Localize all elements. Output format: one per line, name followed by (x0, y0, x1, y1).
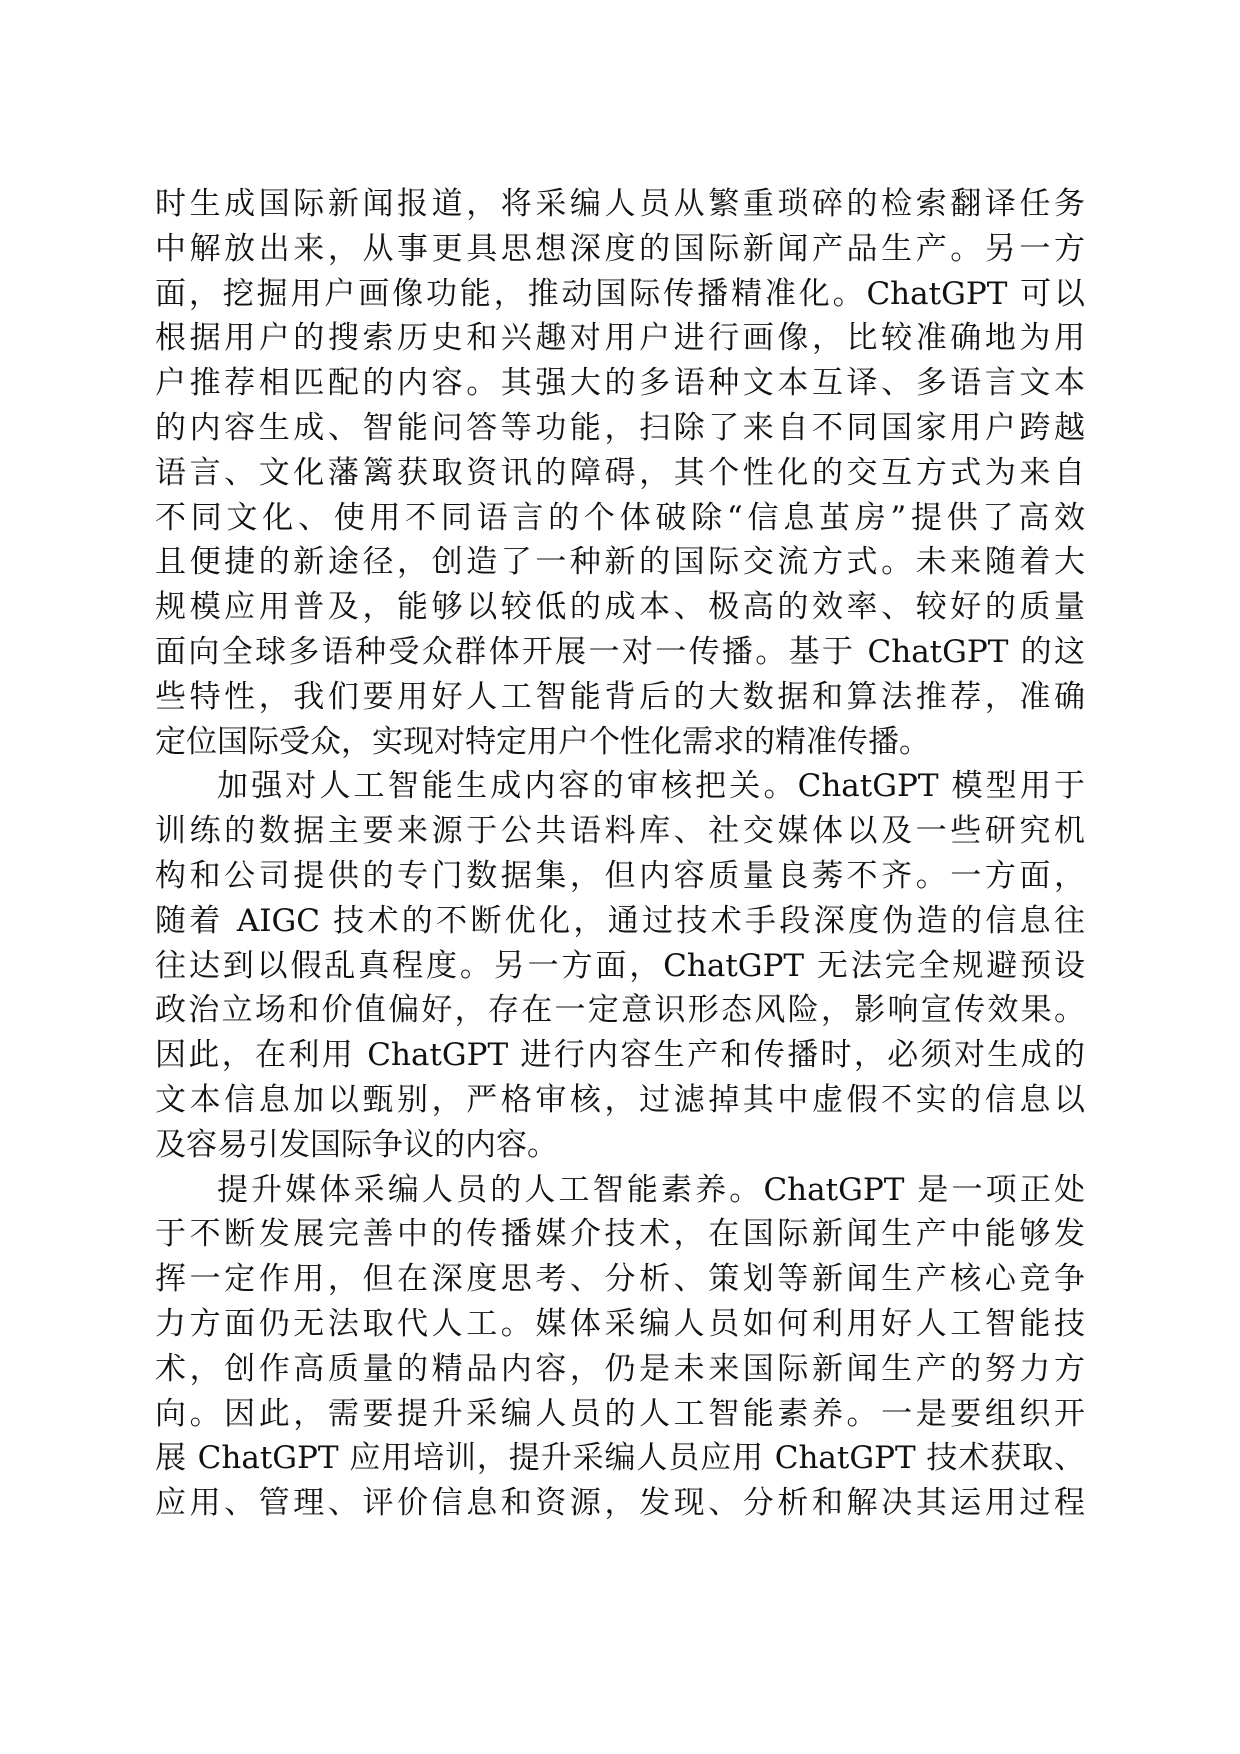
paragraph-literacy (155, 1168, 1085, 1526)
text-line: 术，创作高质量的精品内容，仍是未来国际新闻生产的努力方 (155, 1350, 1085, 1387)
text-line: 时生成国际新闻报道，将采编人员从繁重琐碎的检索翻译任务 (155, 186, 1085, 222)
paragraph-review (155, 764, 1085, 1167)
text-line: 语言、文化藩篱获取资讯的障碍，其个性化的交互方式为来自 (155, 454, 1085, 491)
text-line: 构和公司提供的专门数据集，但内容质量良莠不齐。一方面， (155, 857, 1085, 894)
text-line: 定位国际受众，实现对特定用户个性化需求的精准传播。 (155, 723, 930, 760)
text-line: 于不断发展完善中的传播媒介技术，在国际新闻生产中能够发 (155, 1216, 1085, 1253)
text-line: 些特性，我们要用好人工智能背后的大数据和算法推荐，准确 (155, 678, 1085, 715)
text-line: 应用、管理、评价信息和资源，发现、分析和解决其运用过程 (155, 1485, 1085, 1522)
paragraph-continuation (155, 182, 1085, 764)
text-line: 且便捷的新途径，创造了一种新的国际交流方式。未来随着大 (155, 544, 1085, 581)
text-line: 的内容生成、智能问答等功能，扫除了来自不同国家用户跨越 (155, 409, 1085, 446)
text-line: 政治立场和价值偏好，存在一定意识形态风险，影响宣传效果。 (155, 992, 1085, 1029)
body-text (155, 182, 1085, 1526)
text-line: 户推荐相匹配的内容。其强大的多语种文本互译、多语言文本 (155, 365, 1085, 402)
text-line: 提升媒体采编人员的人工智能素养。ChatGPT 是一项正处 (217, 1171, 1085, 1208)
text-line: 中解放出来，从事更具思想深度的国际新闻产品生产。另一方 (155, 230, 1085, 267)
text-line: 训练的数据主要来源于公共语料库、社交媒体以及一些研究机 (155, 813, 1085, 850)
text-line: 及容易引发国际争议的内容。 (155, 1126, 558, 1163)
text-line: 加强对人工智能生成内容的审核把关。ChatGPT 模型用于 (217, 768, 1085, 805)
text-line: 往达到以假乱真程度。另一方面，ChatGPT 无法完全规避预设 (155, 947, 1085, 984)
text-line: 向。因此，需要提升采编人员的人工智能素养。一是要组织开 (155, 1395, 1085, 1432)
text-line: 因此，在利用 ChatGPT 进行内容生产和传播时，必须对生成的 (155, 1037, 1085, 1074)
text-line: 挥一定作用，但在深度思考、分析、策划等新闻生产核心竞争 (155, 1261, 1085, 1298)
text-line: 根据用户的搜索历史和兴趣对用户进行画像，比较准确地为用 (155, 320, 1085, 357)
text-line: 规模应用普及，能够以较低的成本、极高的效率、较好的质量 (155, 589, 1085, 626)
text-line: 文本信息加以甄别，严格审核，过滤掉其中虚假不实的信息以 (155, 1081, 1085, 1118)
text-line: 展 ChatGPT 应用培训，提升采编人员应用 ChatGPT 技术获取、 (155, 1440, 1085, 1477)
text-line: 面向全球多语种受众群体开展一对一传播。基于 ChatGPT 的这 (155, 633, 1085, 670)
text-line: 不同文化、使用不同语言的个体破除“信息茧房”提供了高效 (155, 499, 1085, 536)
text-line: 面，挖掘用户画像功能，推动国际传播精准化。ChatGPT 可以 (155, 275, 1085, 312)
text-line: 力方面仍无法取代人工。媒体采编人员如何利用好人工智能技 (155, 1305, 1085, 1342)
text-line: 随着 AIGC 技术的不断优化，通过技术手段深度伪造的信息往 (155, 902, 1085, 939)
